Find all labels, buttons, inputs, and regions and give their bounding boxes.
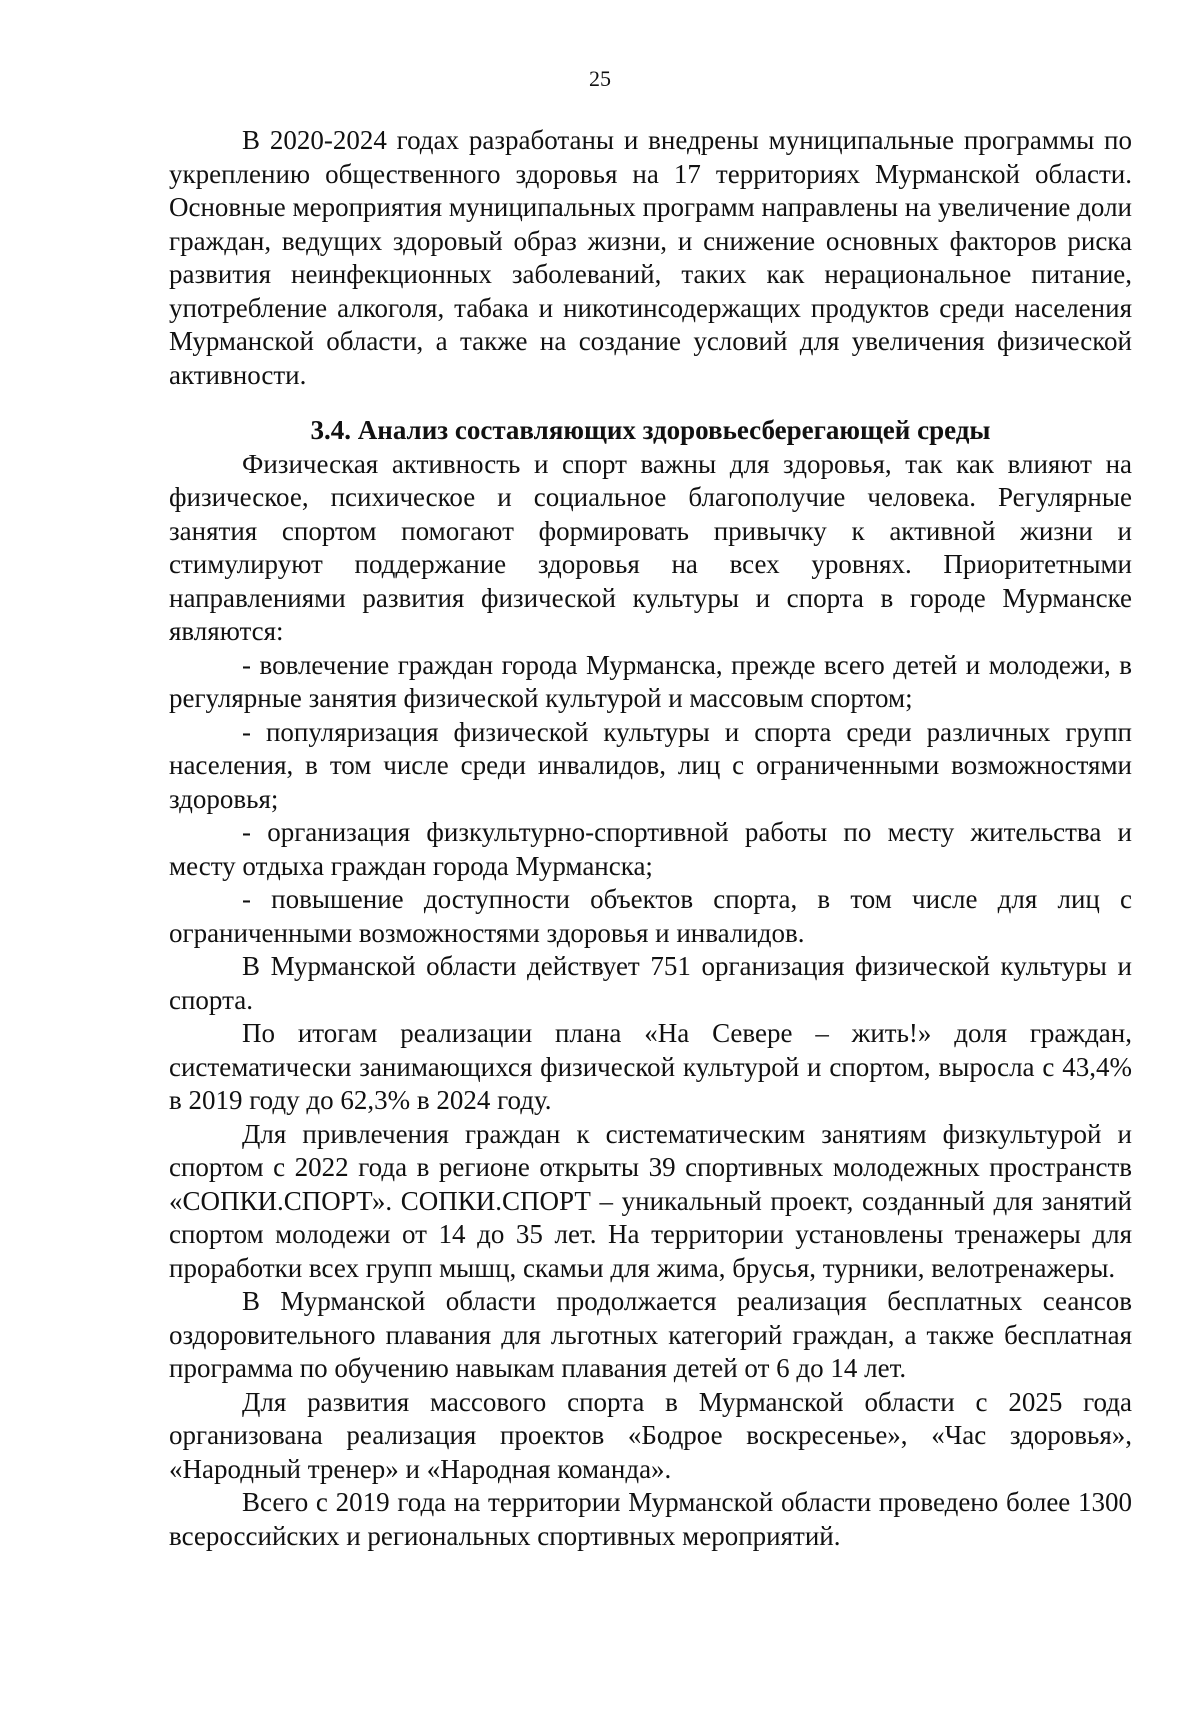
section-paragraph: Физическая активность и спорт важны для здоровья, так как влияют на физическое, психическое и социальное благополучие человека. Регулярные занятия спортом помогают формировать привычку к активной жизни и стимулируют поддержание здоровья на всех уровнях. Приоритетными направлениями развития физической культуры и спорта в городе Мурманске являются: <box>169 448 1132 646</box>
priority-list-item: - организация физкультурно-спортивной работы по месту жительства и месту отдыха граждан города Мурманска; <box>169 817 1132 881</box>
priority-list-item: - повышение доступности объектов спорта, в том числе для лиц с ограниченными возможностями здоровья и инвалидов. <box>169 884 1132 948</box>
priority-list-item: - популяризация физической культуры и спорта среди различных групп населения, в том числе среди инвалидов, лиц с ограниченными возможностями здоровья; <box>169 716 1132 814</box>
section-paragraph: Для привлечения граждан к систематическим занятиям физкультурой и спортом с 2022 года в регионе открыты 39 спортивных молодежных пространств «СОПКИ.СПОРТ». СОПКИ.СПОРТ – уникальный проект, созданный для занятий спортом молодежи от 14 до 35 лет. На территории установлены тренажеры для проработки всех групп мышц, скамьи для жима, брусья, турники, велотренажеры. <box>169 1118 1132 1283</box>
priority-list-item: - вовлечение граждан города Мурманска, прежде всего детей и молодежи, в регулярные занятия физической культурой и массовым спортом; <box>169 649 1132 713</box>
page-number: 25 <box>589 66 611 91</box>
intro-paragraph: В 2020-2024 годах разработаны и внедрены муниципальные программы по укреплению общественного здоровья на 17 территориях Мурманской области. Основные мероприятия муниципальных программ направлены на увеличение доли граждан, ведущих здоровый образ жизни, и снижение основных факторов риска развития неинфекционных заболеваний, таких как нерациональное питание, употребление алкоголя, табака и никотинсодержащих продуктов среди населения Мурманской области, а также на создание условий для увеличения физической активности. <box>169 125 1132 390</box>
section-heading: 3.4. Анализ составляющих здоровьесберегающей среды <box>310 415 991 445</box>
section-paragraph: В Мурманской области продолжается реализация бесплатных сеансов оздоровительного плавания для льготных категорий граждан, а также бесплатная программа по обучению навыкам плавания детей от 6 до 14 лет. <box>169 1286 1132 1383</box>
section-paragraph: Для развития массового спорта в Мурманской области с 2025 года организована реализация проектов «Бодрое воскресенье», «Час здоровья», «Народный тренер» и «Народная команда». <box>169 1386 1132 1484</box>
section-paragraph: По итогам реализации плана «На Севере – жить!» доля граждан, систематически занимающихся физической культурой и спортом, выросла с 43,4% в 2019 году до 62,3% в 2024 году. <box>169 1018 1132 1115</box>
section-paragraph: В Мурманской области действует 751 организация физической культуры и спорта. <box>169 951 1132 1015</box>
section-paragraph: Всего с 2019 года на территории Мурманской области проведено более 1300 всероссийских и региональных спортивных мероприятий. <box>169 1487 1132 1551</box>
document-body <box>169 124 1132 1553</box>
